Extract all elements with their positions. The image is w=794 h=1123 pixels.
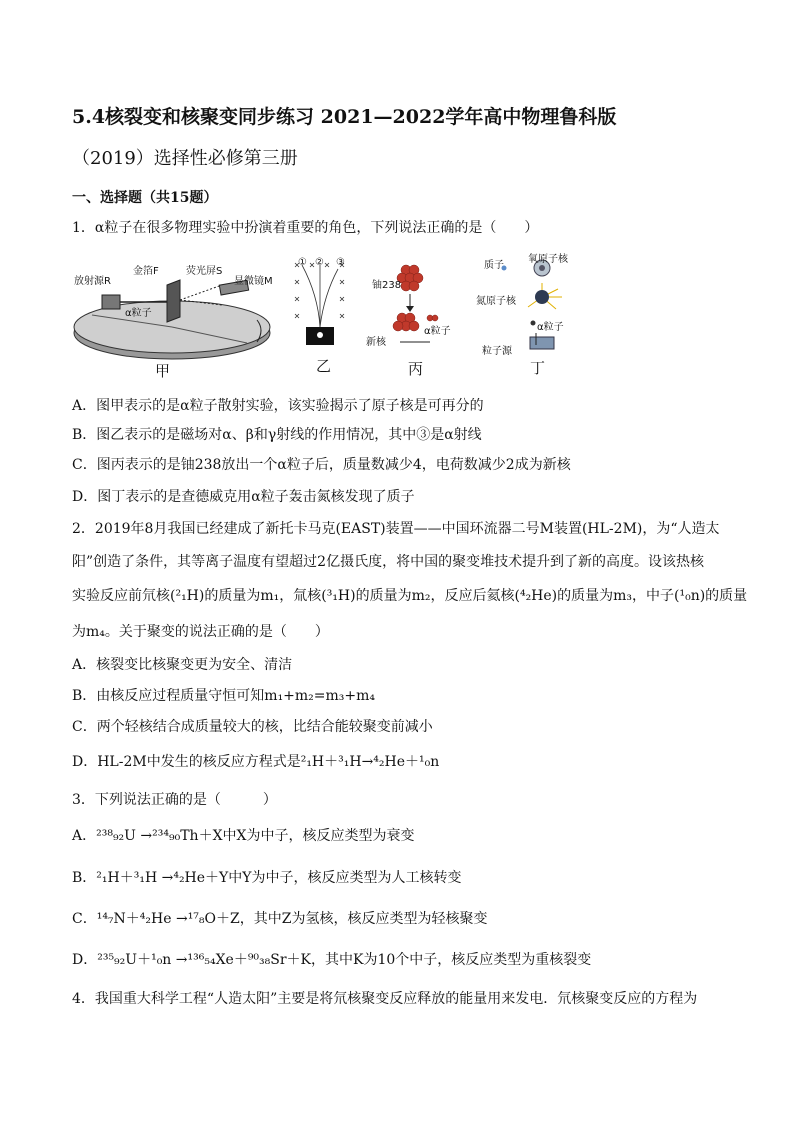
- label-gold-foil: 金箔F: [133, 266, 159, 277]
- q1-stem: 1．α粒子在很多物理实验中扮演着重要的角色，下列说法正确的是（ ）: [72, 220, 539, 236]
- label-proton: 质子: [484, 260, 504, 271]
- label-u238: 铀238: [372, 280, 402, 291]
- doc-title: 5.4核裂变和核聚变同步练习 2021—2022学年高中物理鲁科版: [72, 106, 617, 128]
- q1-option-c: C．图丙表示的是铀238放出一个α粒子后，质量数减少4，电荷数减少2成为新核: [72, 457, 571, 473]
- q1-option-a: A．图甲表示的是α粒子散射实验，该实验揭示了原子核是可再分的: [72, 398, 484, 414]
- q3-option-b: B．²₁H＋³₁H →⁴₂He＋Y中Y为中子，核反应类型为人工核转变: [72, 870, 462, 886]
- label-source: 放射源R: [74, 276, 111, 287]
- q3-option-c: C．¹⁴₇N＋⁴₂He →¹⁷₈O＋Z，其中Z为氢核，核反应类型为轻核聚变: [72, 911, 488, 927]
- label-c1: ①: [298, 257, 307, 268]
- label-microscope: 显微镜M: [234, 276, 273, 287]
- label-jia: 甲: [155, 362, 171, 380]
- q3-option-d: D．²³⁵₉₂U＋¹₀n →¹³⁶₅₄Xe＋⁹⁰₃₈Sr＋K，其中K为10个中子，核反应类型为重核裂变: [72, 952, 592, 968]
- q2-line-2: 阳”创造了条件，其等离子温度有望超过2亿摄氏度，将中国的聚变堆技术提升到了新的高度。设该热核: [72, 554, 705, 570]
- label-alpha-3: α粒子: [537, 322, 564, 333]
- label-new-nucleus: 新核: [366, 337, 386, 348]
- label-particle-source: 粒子源: [482, 346, 512, 357]
- label-oxygen: 氧原子核: [528, 254, 568, 265]
- label-screen: 荧光屏S: [186, 266, 223, 277]
- q2-option-a: A．核裂变比核聚变更为安全、清洁: [72, 657, 293, 673]
- section-heading: 一、选择题（共15题）: [72, 190, 218, 206]
- q2-option-c: C．两个轻核结合成质量较大的核，比结合能较聚变前减小: [72, 719, 433, 735]
- q2-line-3: 实验反应前氘核(²₁H)的质量为m₁，氚核(³₁H)的质量为m₂，反应后氦核(⁴₂He)的质量为m₃，中子(¹₀n)的质量: [72, 588, 748, 604]
- q2-option-b: B．由核反应过程质量守恒可知m₁+m₂=m₃+m₄: [72, 688, 376, 704]
- q1-option-d: D．图丁表示的是查德威克用α粒子轰击氮核发现了质子: [72, 489, 415, 505]
- q3-option-a: A．²³⁸₉₂U →²³⁴₉₀Th＋X中X为中子，核反应类型为衰变: [72, 828, 415, 844]
- label-alpha-2: α粒子: [424, 326, 451, 337]
- label-c3: ③: [336, 257, 345, 268]
- source-box: [102, 295, 120, 309]
- q2-line-1: 2．2019年8月我国已经建成了新托卡马克(EAST)装置——中国环流器二号M装置(HL-2M)，为“人造太: [72, 521, 720, 537]
- label-nitrogen: 氮原子核: [476, 296, 516, 307]
- label-c2: ②: [315, 257, 324, 268]
- label-bing: 丙: [408, 360, 424, 378]
- label-ding: 丁: [530, 359, 546, 377]
- q4-stem: 4．我国重大科学工程“人造太阳”主要是将氘核聚变反应释放的能量用来发电．氘核聚变反应的方程为: [72, 991, 698, 1007]
- doc-subtitle: （2019）选择性必修第三册: [72, 148, 298, 169]
- label-yi: 乙: [316, 357, 332, 375]
- figure-yi: [290, 255, 350, 350]
- q2-line-4: 为m₄。关于聚变的说法正确的是（ ）: [72, 624, 329, 640]
- label-alpha: α粒子: [125, 308, 152, 319]
- q2-option-d: D．HL-2M中发生的核反应方程式是²₁H＋³₁H→⁴₂He＋¹₀n: [72, 754, 440, 770]
- gold-foil: [167, 280, 180, 322]
- q3-stem: 3．下列说法正确的是（ ）: [72, 792, 277, 808]
- q1-option-b: B．图乙表示的是磁场对α、β和γ射线的作用情况，其中③是α射线: [72, 427, 482, 443]
